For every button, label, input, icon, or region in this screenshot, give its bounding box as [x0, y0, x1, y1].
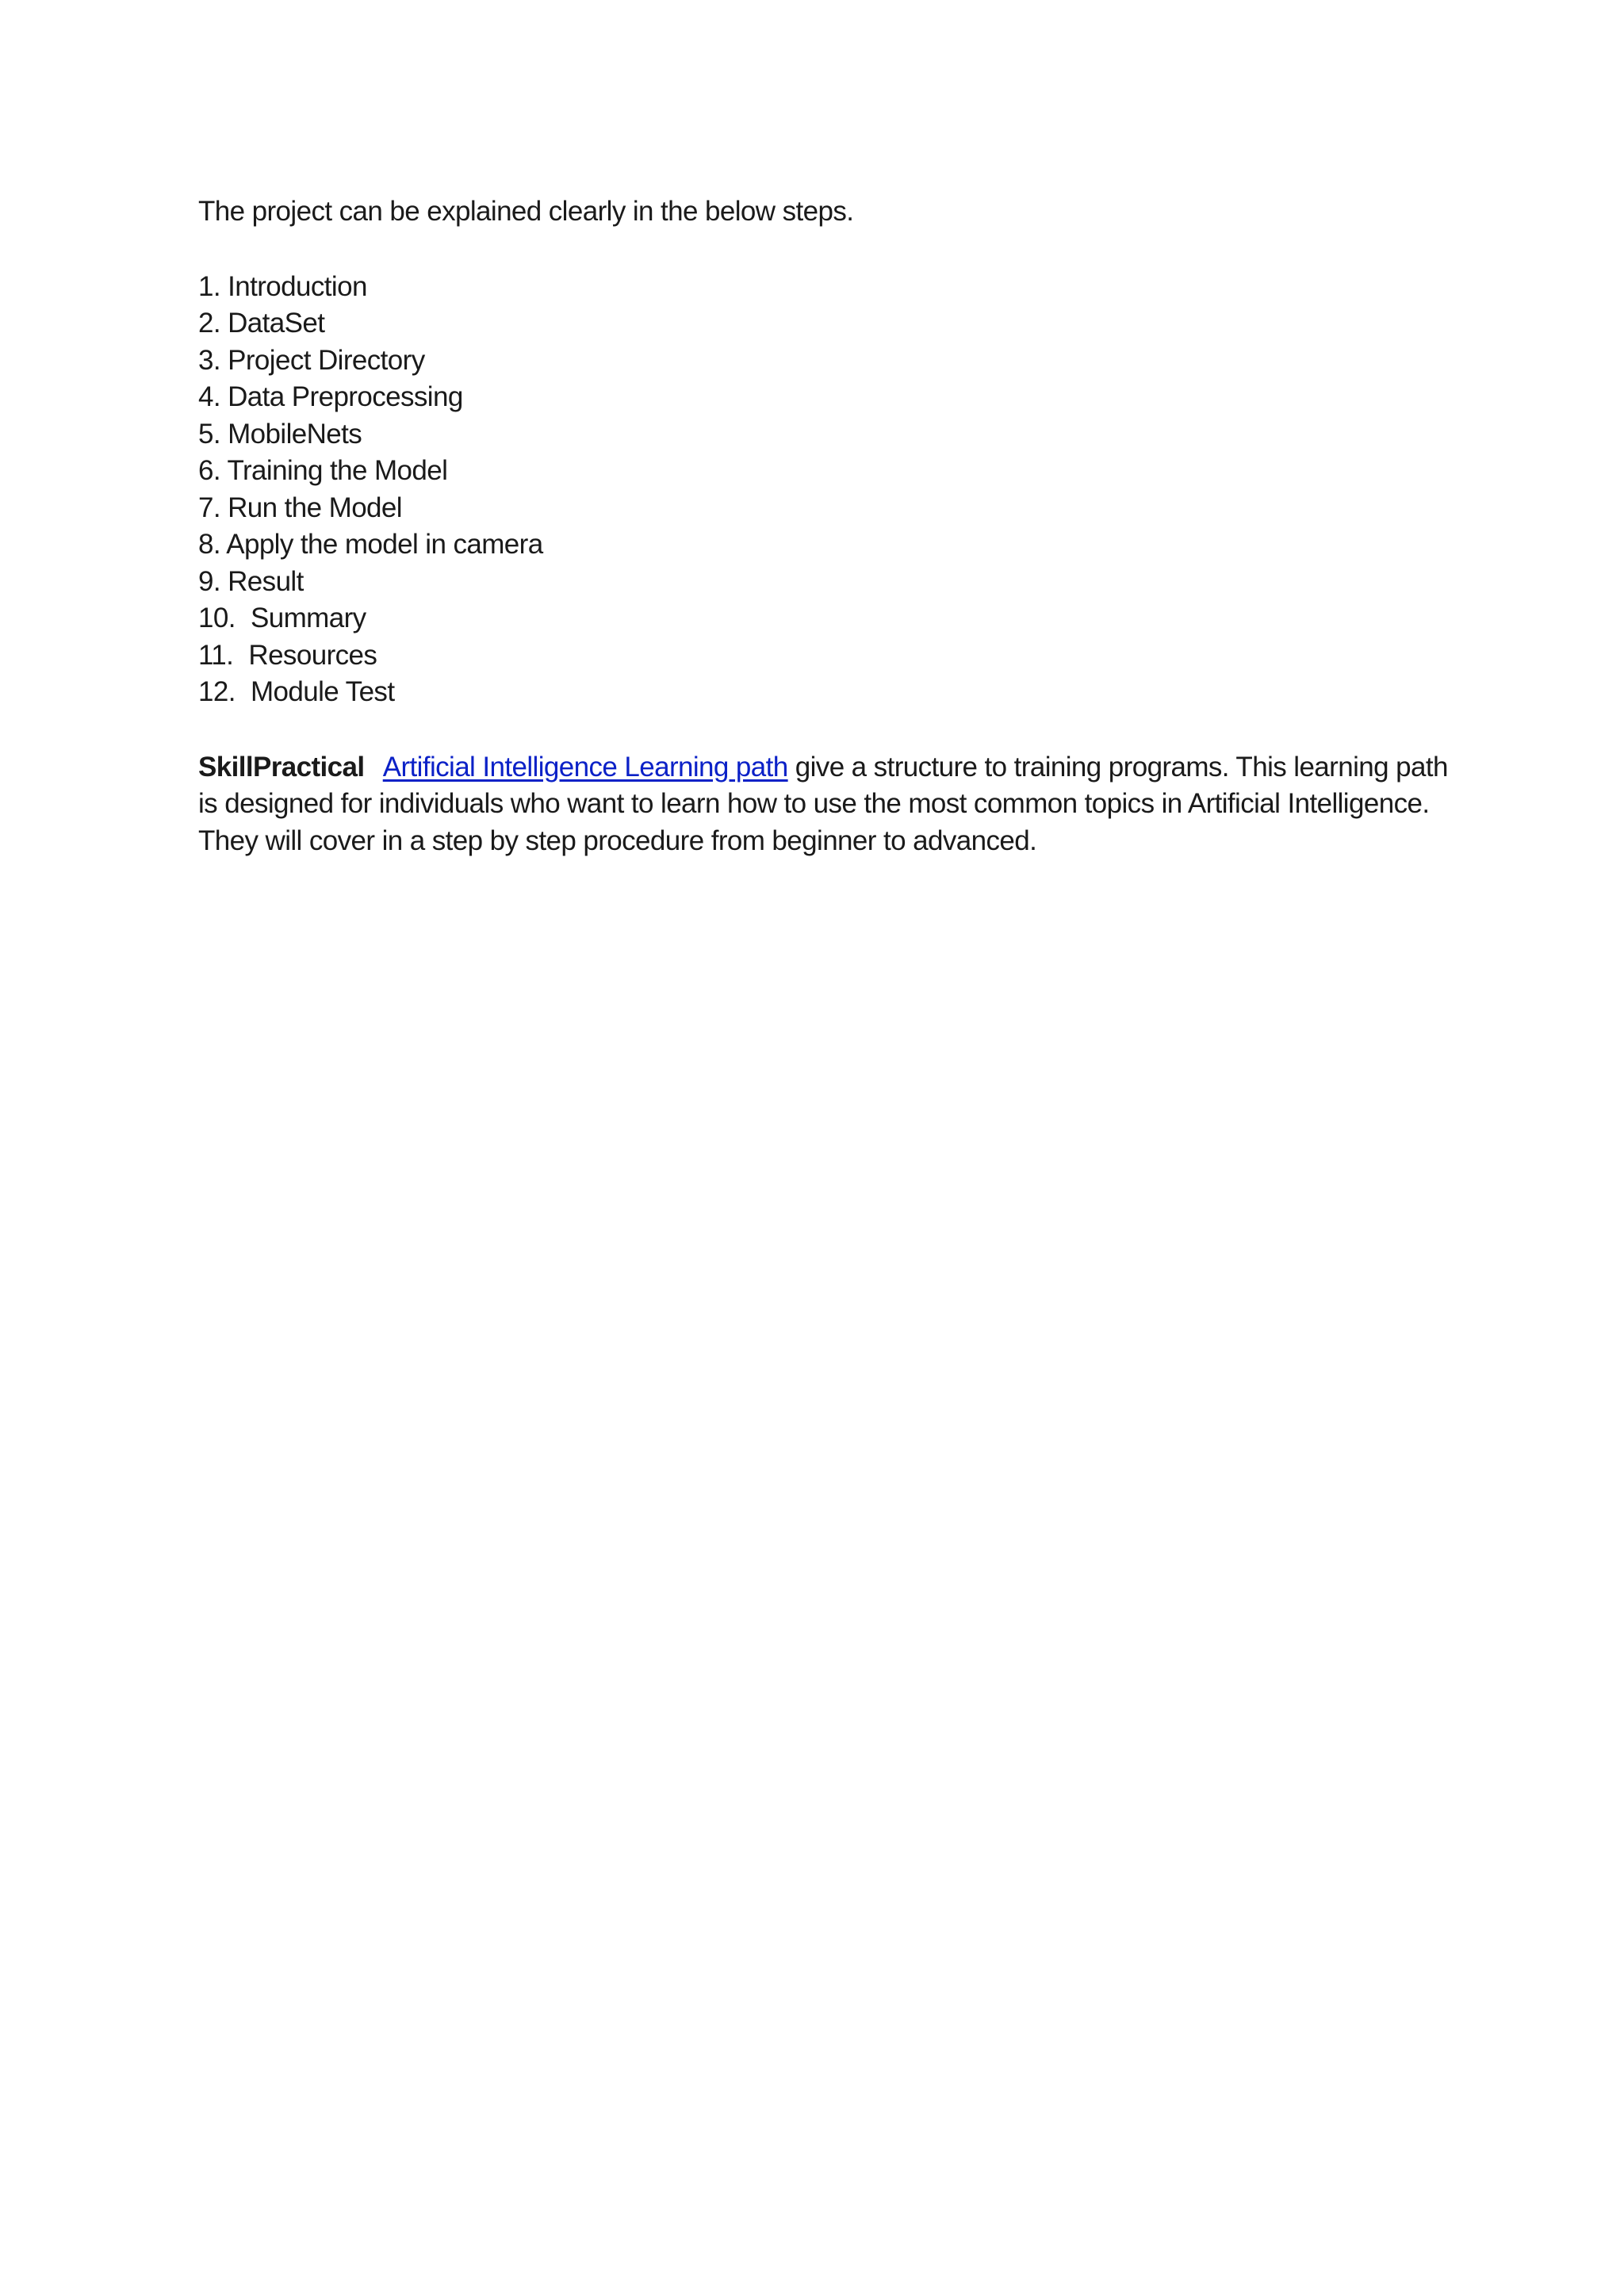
step-number: 5.: [198, 418, 220, 450]
intro-paragraph: The project can be explained clearly in the below steps.: [198, 196, 854, 227]
list-item: [198, 305, 1451, 342]
closing-text: give a structure to training programs. This learning path is designed for individuals who want to learn how to use the most common topics in Artificial Intelligence. They will cover in a step by step procedure from beginner to advanced.: [198, 751, 1448, 856]
step-label: Resources: [248, 639, 377, 671]
list-item: [198, 490, 1451, 527]
steps-list: [198, 269, 1451, 711]
step-number: 6.: [198, 455, 220, 486]
step-label: Project Directory: [228, 344, 425, 376]
step-number: 2.: [198, 308, 220, 339]
brand-name: SkillPractical: [198, 751, 365, 783]
step-label: Apply the model in camera: [226, 529, 543, 560]
document-body: [198, 193, 1451, 859]
step-label: Introduction: [228, 270, 367, 302]
step-label: Data Preprocessing: [228, 381, 463, 412]
step-label: Run the Model: [228, 492, 402, 523]
step-number: 10.: [198, 603, 236, 633]
step-label: Result: [228, 565, 304, 597]
list-item: [198, 379, 1451, 416]
list-item: [198, 600, 1451, 637]
step-number: 4.: [198, 381, 220, 412]
list-item: [198, 564, 1451, 601]
step-number: 1.: [198, 270, 220, 302]
list-item: [198, 674, 1451, 711]
list-item: [198, 342, 1451, 380]
step-label: DataSet: [228, 308, 325, 339]
list-item: [198, 526, 1451, 564]
list-item: [198, 416, 1451, 453]
step-label: Module Test: [250, 676, 395, 707]
learning-path-link[interactable]: Artificial Intelligence Learning path: [382, 751, 788, 783]
list-item: [198, 269, 1451, 306]
list-item: [198, 637, 1451, 675]
step-number: 9.: [198, 565, 220, 597]
step-number: 7.: [198, 492, 220, 523]
list-item: [198, 453, 1451, 490]
closing-paragraph: [198, 749, 1451, 860]
step-label: MobileNets: [228, 418, 362, 450]
step-label: Summary: [250, 603, 366, 633]
step-number: 3.: [198, 344, 220, 376]
step-number: 8.: [198, 529, 220, 560]
step-number: 11.: [198, 639, 234, 671]
step-label: Training the Model: [227, 455, 448, 486]
step-number: 12.: [198, 676, 236, 707]
